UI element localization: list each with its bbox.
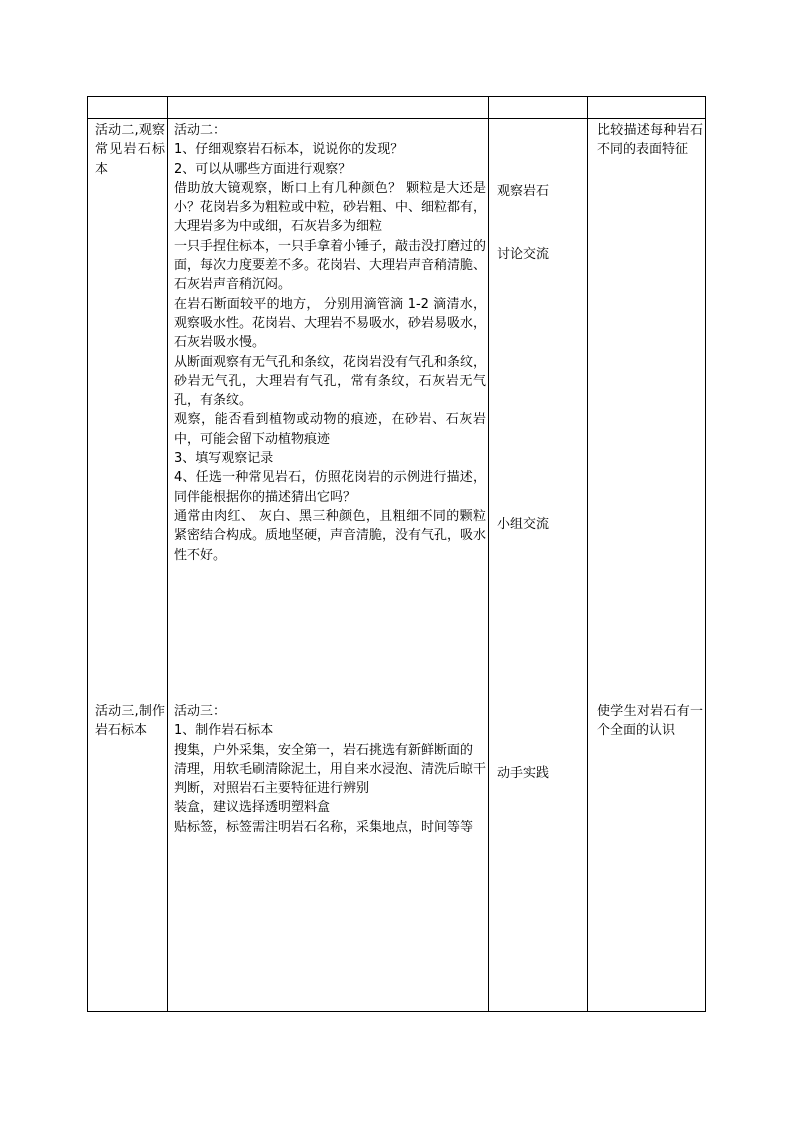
content-line: 判断，对照岩石主要特征进行辨别: [174, 781, 370, 797]
content-line: 活动二：: [174, 123, 227, 138]
activity-3-goal: 使学生对岩石有一个全面的认识: [597, 704, 703, 739]
content-line: 3、填写观察记录: [174, 451, 274, 467]
content-line: 1、仔细观察岩石标本，说说你的发现？: [174, 142, 404, 158]
content-line: 活动三：: [174, 704, 227, 719]
method-group: 小组交流: [497, 517, 550, 532]
content-line: 从断面观察有无气孔和条纹，花岗岩没有气孔和条纹，砂岩无气孔，大理岩有气孔，常有条纹，石灰岩无气孔，有条纹。: [174, 354, 487, 409]
content-line: 借助放大镜观察，断口上有几种颜色？ 颗粒是大还是小？花岗岩多为粗粒或中粒，砂岩粗、中、细粒都有，大理岩多为中或细，石灰岩多为细粒: [174, 180, 487, 235]
method-discuss: 讨论交流: [497, 247, 550, 262]
content-line: 2、可以从哪些方面进行观察？: [174, 161, 352, 177]
content-line: 清理，用软毛刷清除泥土，用自来水浸泡、清洗后晾干: [174, 761, 487, 777]
content-line: 在岩石断面较平的地方， 分别用滴管滴 1-2 滴清水，观察吸水性。花岗岩、大理岩不易吸水，砂岩易吸水，石灰岩吸水慢。: [174, 296, 487, 351]
column-divider: [167, 97, 168, 1011]
content-line: 通常由肉红、 灰白、黑三种颜色，且粗细不同的颗粒紧密结合构成。质地坚硬，声音清脆，没有气孔，吸水性不好。: [174, 508, 487, 563]
header-row-divider: [88, 118, 705, 119]
content-line: 贴标签，标签需注明岩石名称，采集地点，时间等等: [174, 819, 474, 835]
activity-3-name: 活动三,制作岩石标本: [95, 704, 165, 739]
activity-2-name: 活动二,观察常见岩石标本: [95, 123, 165, 177]
content-line: 1、制作岩石标本: [174, 723, 274, 739]
activity-3-content: [174, 702, 486, 837]
content-line: 观察，能否看到植物或动物的痕迹，在砂岩、石灰岩中，可能会留下动植物痕迹: [174, 412, 486, 447]
column-divider: [488, 97, 489, 1011]
activity-2-content: [174, 121, 486, 565]
method-observe: 观察岩石: [497, 184, 550, 199]
column-divider: [587, 97, 588, 1011]
method-practice: 动手实践: [497, 766, 550, 781]
content-line: 装盒，建议选择透明塑料盒: [174, 800, 331, 816]
content-line: 4、任选一种常见岩石，仿照花岗岩的示例进行描述，同伴能根据你的描述猜出它吗？: [174, 470, 486, 505]
activity-2-goal: 比较描述每种岩石不同的表面特征: [597, 123, 703, 158]
content-line: 搜集，户外采集，安全第一，岩石挑选有新鲜断面的: [174, 742, 474, 758]
content-line: 一只手捏住标本，一只手拿着小锤子，敲击没打磨过的面，每次力度要差不多。花岗岩、大理岩声音稍清脆、石灰岩声音稍沉闷。: [174, 238, 487, 293]
lesson-plan-table: [87, 96, 706, 1012]
